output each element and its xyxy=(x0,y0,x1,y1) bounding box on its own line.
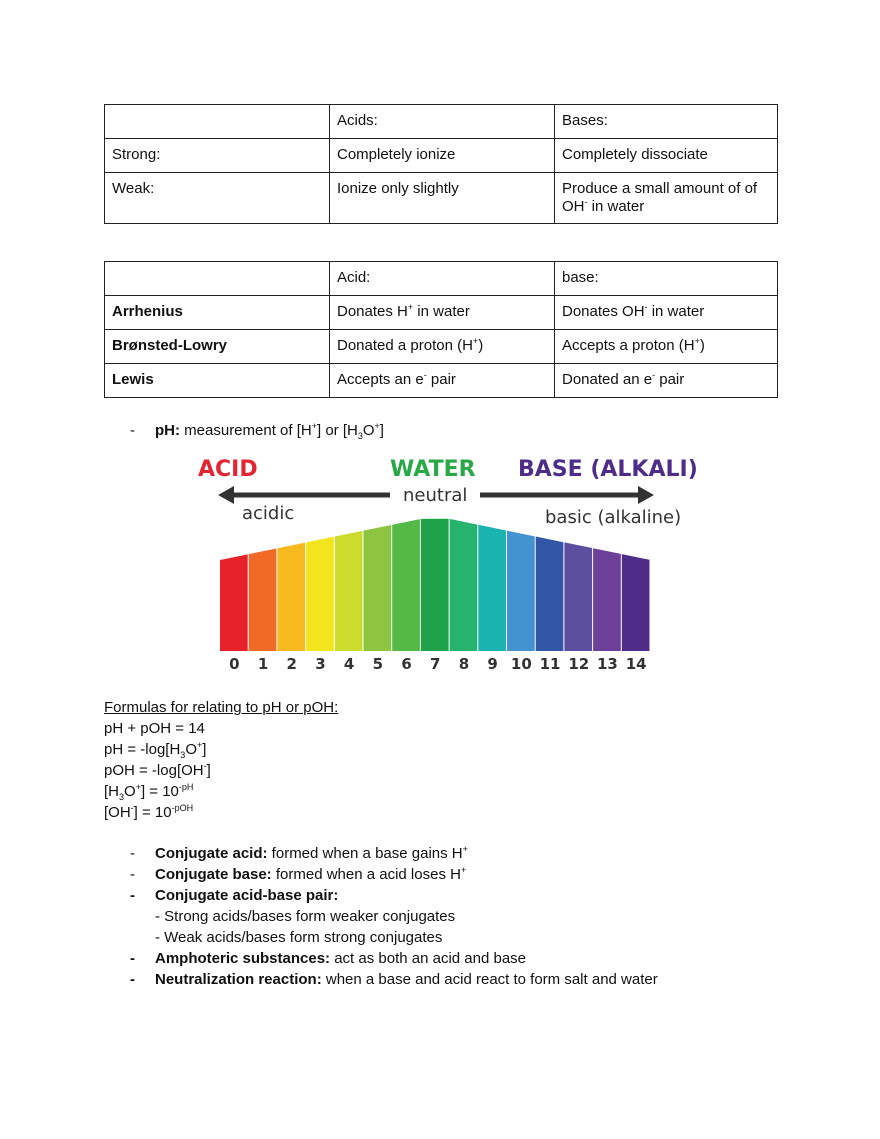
list-item xyxy=(130,885,658,906)
subscript: 3 xyxy=(119,792,125,802)
superscript: - xyxy=(203,761,207,771)
row-label xyxy=(105,330,330,364)
list-item xyxy=(130,948,658,969)
table-row xyxy=(105,330,778,364)
text: O xyxy=(185,741,197,758)
ph-tick-label: 8 xyxy=(458,655,470,673)
text: ] xyxy=(202,741,207,758)
ph-bar-6 xyxy=(392,519,420,651)
ph-scale-figure xyxy=(190,448,700,678)
cell-text: in water xyxy=(647,303,705,320)
ph-tick-label: 9 xyxy=(487,655,498,673)
ph-tick-label: 3 xyxy=(315,655,326,673)
formulas-title: Formulas for relating to pH or pOH: xyxy=(104,699,339,716)
table-row xyxy=(105,364,778,398)
cell-text: Donated a proton (H xyxy=(337,337,473,354)
table-cell xyxy=(105,105,330,139)
row-label-text: Arrhenius xyxy=(112,303,183,320)
cell-text: pair xyxy=(426,371,456,388)
sub-item: - Strong acids/bases form weaker conjugates xyxy=(155,908,456,925)
bullet-dash: - xyxy=(130,950,135,967)
ph-tick-label: 14 xyxy=(625,655,647,673)
superscript: + xyxy=(374,421,380,431)
concept-list xyxy=(130,843,658,990)
cell-text: Produce a small amount of of OH xyxy=(562,180,758,215)
ph-bar-4 xyxy=(335,531,363,651)
table-cell xyxy=(555,330,778,364)
formula xyxy=(104,739,338,760)
table-cell: Ionize only slightly xyxy=(330,173,555,224)
table-cell xyxy=(330,364,555,398)
ph-bar-5 xyxy=(364,525,392,651)
table-row xyxy=(105,139,778,173)
cell-text: Donates OH xyxy=(562,303,645,320)
row-label-text: Lewis xyxy=(112,371,154,388)
list-item xyxy=(130,864,658,885)
text: formed when a acid loses H xyxy=(271,866,461,883)
ph-tick-label: 6 xyxy=(401,655,412,673)
text: ] = 10 xyxy=(140,783,179,800)
left-arrow-head-icon xyxy=(218,486,234,504)
table-cell xyxy=(330,330,555,364)
cell-text: ) xyxy=(699,337,705,354)
bullet-dash: - xyxy=(130,887,135,904)
superscript: + xyxy=(135,782,141,792)
text: [H xyxy=(104,783,119,800)
ph-ticks xyxy=(229,655,646,673)
cell-text: in water xyxy=(413,303,470,320)
ph-bar-2 xyxy=(277,543,305,651)
strength-table xyxy=(104,104,778,224)
row-label xyxy=(105,364,330,398)
row-label: Weak: xyxy=(105,173,330,224)
ph-tick-label: 2 xyxy=(286,655,297,673)
superscript: + xyxy=(694,336,700,346)
right-arrow-head-icon xyxy=(638,486,654,504)
ph-tick-label: 11 xyxy=(539,655,561,673)
ph-bar-11 xyxy=(536,537,564,651)
ph-tick-label: 4 xyxy=(343,655,355,673)
formula: pH + pOH = 14 xyxy=(104,720,205,737)
table-row xyxy=(105,173,778,224)
table-row xyxy=(105,296,778,330)
superscript: - xyxy=(130,803,134,813)
basic-label: basic (alkaline) xyxy=(545,507,682,528)
text: O xyxy=(124,783,136,800)
ph-bar-12 xyxy=(564,542,592,651)
ph-tick-label: 7 xyxy=(430,655,441,673)
row-label-text: Brønsted-Lowry xyxy=(112,337,228,354)
water-label: WATER xyxy=(390,457,476,482)
text: when a base and acid react to form salt and water xyxy=(321,971,658,988)
term: Amphoteric substances: xyxy=(155,950,331,967)
table-row xyxy=(105,262,778,296)
term: Conjugate base: xyxy=(155,866,272,883)
text: formed when a base gains H xyxy=(267,845,463,862)
bullet-dash: - xyxy=(130,845,135,862)
cell-text: in water xyxy=(587,198,645,215)
superscript: + xyxy=(472,336,479,346)
term: Conjugate acid-base pair: xyxy=(155,887,339,904)
cell-text: pair xyxy=(655,371,685,388)
ph-bar-14 xyxy=(622,554,650,651)
ph-bars xyxy=(220,519,650,651)
subscript: 3 xyxy=(357,431,363,441)
cell-text: Donated an e xyxy=(562,371,653,388)
bullet-dash: - xyxy=(130,866,135,883)
term: pH: xyxy=(155,422,180,439)
table-cell xyxy=(555,296,778,330)
superscript: + xyxy=(407,302,414,312)
text: pH = -log[H xyxy=(104,741,181,758)
table-cell: Completely ionize xyxy=(330,139,555,173)
formula xyxy=(104,760,338,781)
superscript: - xyxy=(652,370,656,380)
superscript: + xyxy=(462,844,468,854)
ph-tick-label: 10 xyxy=(510,655,532,673)
formula xyxy=(104,781,338,802)
term: Conjugate acid: xyxy=(155,845,268,862)
row-label xyxy=(105,296,330,330)
ph-bar-3 xyxy=(306,537,334,651)
text: O xyxy=(362,422,375,439)
superscript: + xyxy=(196,740,203,750)
table-cell xyxy=(555,173,778,224)
acidic-label: acidic xyxy=(242,503,295,524)
acid-label: ACID xyxy=(198,457,258,482)
bullet-dash: - xyxy=(130,971,135,988)
table-row xyxy=(105,105,778,139)
table-cell xyxy=(105,262,330,296)
table-header-base: base: xyxy=(555,262,778,296)
ph-bar-13 xyxy=(593,548,621,651)
term: Neutralization reaction: xyxy=(155,971,322,988)
text: ] xyxy=(379,422,384,439)
theory-table xyxy=(104,261,778,398)
table-header-bases: Bases: xyxy=(555,105,778,139)
ph-bar-0 xyxy=(220,554,248,651)
superscript: - xyxy=(584,197,588,207)
text: ] = 10 xyxy=(133,804,172,821)
superscript: -pH xyxy=(178,782,194,792)
row-label: Strong: xyxy=(105,139,330,173)
ph-tick-label: 13 xyxy=(597,655,618,673)
cell-text: Accepts a proton (H xyxy=(562,337,695,354)
superscript: + xyxy=(460,865,467,875)
cell-text: ) xyxy=(478,337,484,354)
ph-bar-1 xyxy=(249,548,277,651)
text: ] xyxy=(206,762,211,779)
superscript: - xyxy=(644,302,648,312)
ph-bar-10 xyxy=(507,531,535,651)
table-cell xyxy=(555,364,778,398)
subscript: 3 xyxy=(180,750,186,760)
list-item xyxy=(130,969,658,990)
ph-definition xyxy=(130,420,384,441)
base-label: BASE (ALKALI) xyxy=(518,457,698,482)
formulas-section xyxy=(104,697,338,823)
neutral-label: neutral xyxy=(403,485,468,506)
ph-tick-label: 0 xyxy=(229,655,240,673)
table-cell xyxy=(330,296,555,330)
ph-bar-8 xyxy=(450,519,478,651)
ph-bar-7 xyxy=(421,519,449,651)
ph-bar-9 xyxy=(478,525,506,651)
table-header-acid: Acid: xyxy=(330,262,555,296)
sub-item: - Weak acids/bases form strong conjugates xyxy=(155,929,443,946)
ph-tick-label: 1 xyxy=(257,655,269,673)
text: act as both an acid and base xyxy=(330,950,527,967)
table-header-acids: Acids: xyxy=(330,105,555,139)
ph-tick-label: 12 xyxy=(568,655,590,673)
bullet-dash: - xyxy=(130,422,135,439)
text: pOH = -log[OH xyxy=(104,762,204,779)
table-cell: Completely dissociate xyxy=(555,139,778,173)
text: measurement of [H xyxy=(180,422,312,439)
superscript: -pOH xyxy=(171,803,194,813)
cell-text: Donates H xyxy=(337,303,408,320)
superscript: - xyxy=(423,370,427,380)
text: [OH xyxy=(104,804,131,821)
text: ] or [H xyxy=(316,422,358,439)
list-item xyxy=(130,843,658,864)
formula xyxy=(104,802,338,823)
ph-tick-label: 5 xyxy=(372,655,384,673)
superscript: + xyxy=(311,421,317,431)
cell-text: Accepts an e xyxy=(337,371,424,388)
